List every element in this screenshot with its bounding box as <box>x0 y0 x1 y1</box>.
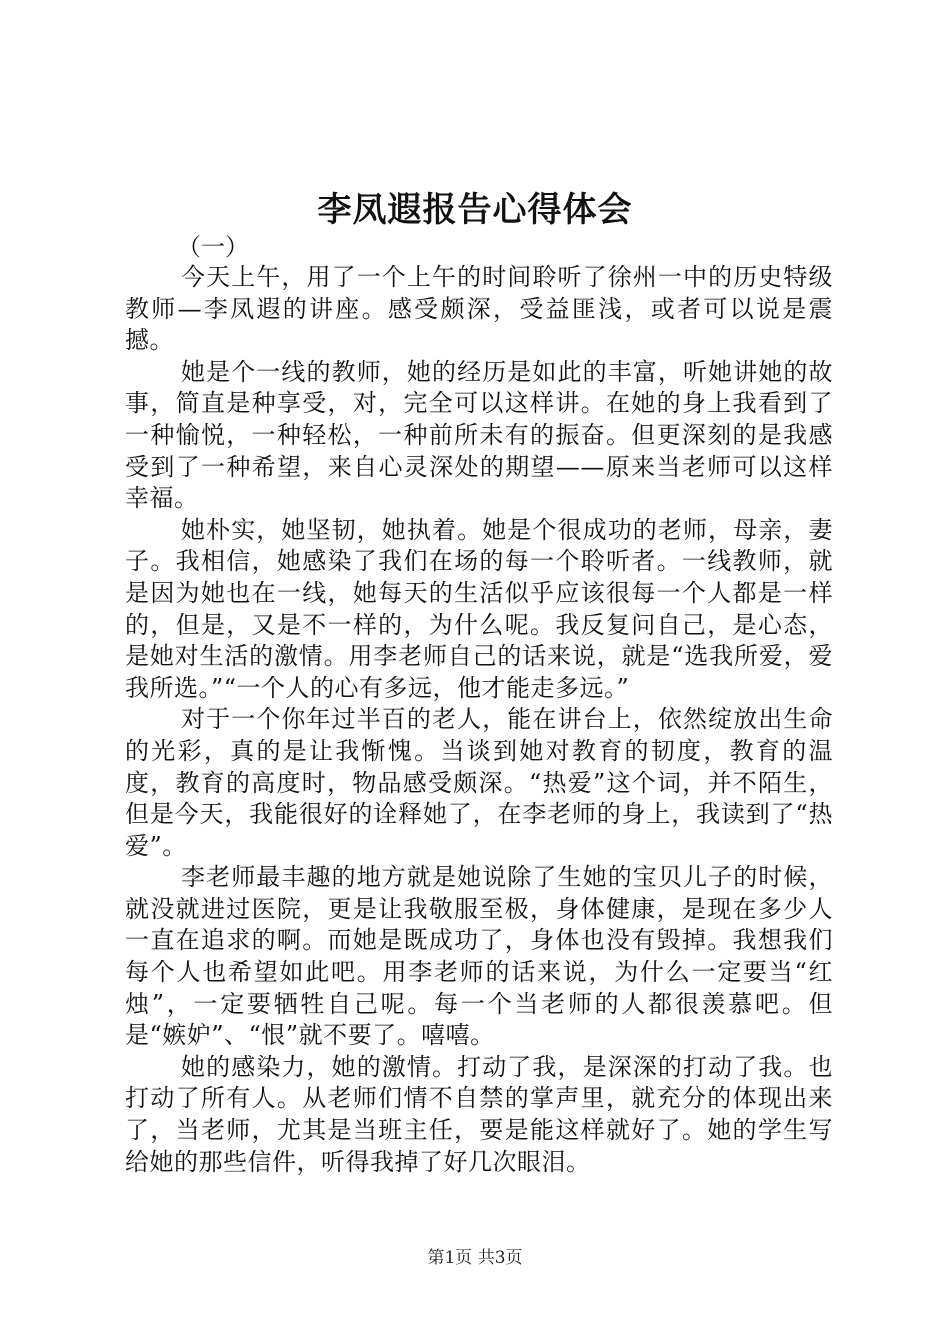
paragraph: 她是个一线的教师，她的经历是如此的丰富，听她讲她的故事，简直是种享受，对，完全可以这样讲。在她的身上我看到了一种愉悦，一种轻松，一种前所未有的振奋。但更深刻的是我感受到了一种希望，来自心灵深处的期望——原来当老师可以这样幸福。 <box>125 357 833 513</box>
paragraph: 她朴实，她坚韧，她执着。她是个很成功的老师，母亲，妻子。我相信，她感染了我们在场的每一个聆听者。一线教师，就是因为她也在一线，她每天的生活似乎应该很每一个人都是一样的，但是，又是不一样的，为什么呢。我反复问自己，是心态，是她对生活的激情。用李老师自己的话来说，就是“选我所爱，爱我所选。”“一个人的心有多远，他才能走多远。” <box>125 515 833 702</box>
paragraph: 今天上午，用了一个上午的时间聆听了徐州一中的历史特级教师—李凤遐的讲座。感受颇深，受益匪浅，或者可以说是震撼。 <box>125 263 833 355</box>
paragraph: 李老师最丰趣的地方就是她说除了生她的宝贝儿子的时候，就没就进过医院，更是让我敬服至极，身体健康，是现在多少人一直在追求的啊。而她是既成功了，身体也没有毁掉。我想我们每个人也希望如此吧。用李老师的话来说，为什么一定要当“红烛”，一定要牺牲自己呢。每一个当老师的人都很羡慕吧。但是“嫉妒”、“恨”就不要了。嘻嘻。 <box>125 863 833 1050</box>
document-body <box>125 232 833 1178</box>
document-title: 李凤遐报告心得体会 <box>317 190 633 230</box>
section-marker: （一） <box>177 233 249 261</box>
paragraph: 她的感染力，她的激情。打动了我，是深深的打动了我。也打动了所有人。从老师们情不自禁的掌声里，就充分的体现出来了，当老师，尤其是当班主任，要是能这样就好了。她的学生写给她的那些信件，听得我掉了好几次眼泪。 <box>125 1052 833 1176</box>
page-footer: 第1页 共3页 <box>427 1248 523 1268</box>
paragraph: 对于一个你年过半百的老人，能在讲台上，依然绽放出生命的光彩，真的是让我惭愧。当谈到她对教育的韧度，教育的温度，教育的高度时，物品感受颇深。“热爱”这个词，并不陌生，但是今天，我能很好的诠释她了，在李老师的身上，我读到了“热爱”。 <box>125 705 833 860</box>
